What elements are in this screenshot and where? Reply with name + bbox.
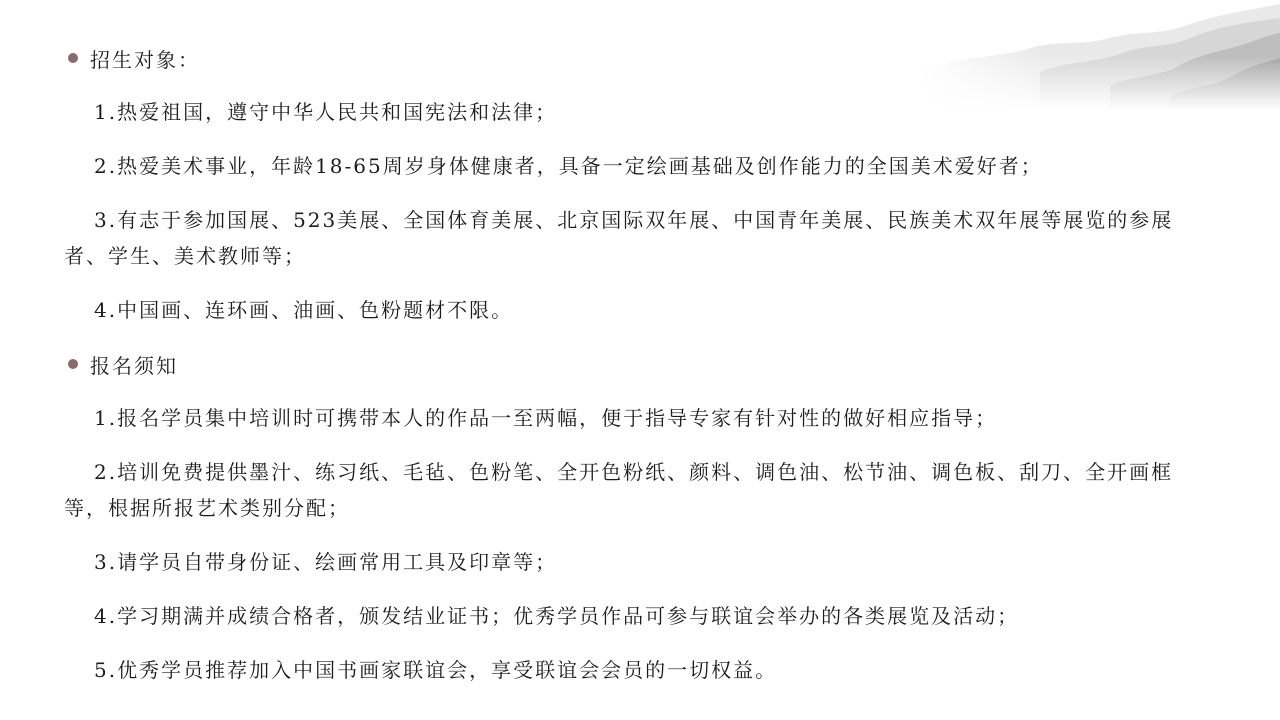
list-item: 2.培训免费提供墨汁、练习纸、毛毡、色粉笔、全开色粉纸、颜料、调色油、松节油、调色板、刮刀、全开画框等，根据所报艺术类别分配； <box>64 460 1174 520</box>
section-title: 报名须知 <box>90 353 178 378</box>
list-item: 2.热爱美术事业，年龄18-65周岁身体健康者，具备一定绘画基础及创作能力的全国美术爱好者； <box>94 154 1043 178</box>
list-item: 4.学习期满并成绩合格者，颁发结业证书；优秀学员作品可参与联谊会举办的各类展览及活动； <box>94 604 1020 628</box>
list-item: 5.优秀学员推荐加入中国书画家联谊会，享受联谊会会员的一切权益。 <box>94 658 778 682</box>
list-item: 3.请学员自带身份证、绘画常用工具及印章等； <box>94 550 558 574</box>
section-heading-enrollment <box>64 40 1214 76</box>
list-item: 3.有志于参加国展、523美展、全国体育美展、北京国际双年展、中国青年美展、民族美术双年展等展览的参展者、学生、美术教师等； <box>64 208 1174 268</box>
list-item: 1.热爱祖国，遵守中华人民共和国宪法和法律； <box>94 100 558 124</box>
bullet-icon <box>68 53 78 63</box>
list-item: 4.中国画、连环画、油画、色粉题材不限。 <box>94 298 514 322</box>
section-heading-registration <box>64 346 1214 382</box>
list-item: 1.报名学员集中培训时可携带本人的作品一至两幅，便于指导专家有针对性的做好相应指导； <box>94 406 998 430</box>
content <box>64 40 1214 706</box>
bullet-icon <box>68 359 78 369</box>
section-title: 招生对象： <box>90 47 200 72</box>
